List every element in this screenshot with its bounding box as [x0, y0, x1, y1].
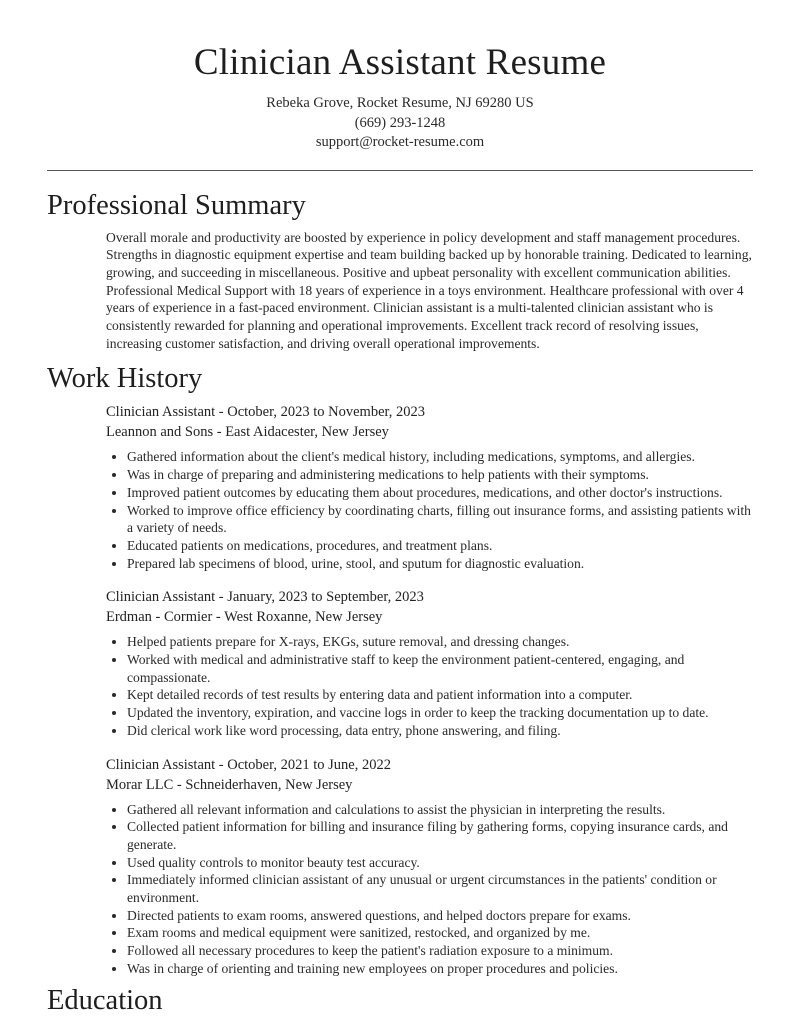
job-entry — [106, 402, 753, 572]
job-bullet: • Worked to improve office efficiency by coordinating charts, filling out insurance forms, and assisting patients with a variety of needs. — [127, 502, 753, 537]
contact-address: Rebeka Grove, Rocket Resume, NJ 69280 US — [266, 95, 534, 111]
job-bullet: • Gathered all relevant information and calculations to assist the physician in interpreting the results. — [127, 801, 753, 819]
job-entry — [106, 587, 753, 739]
job-bullet: • Immediately informed clinician assistant of any unusual or urgent circumstances in the patients' condition or environment. — [127, 871, 753, 906]
job-title-line: Clinician Assistant - October, 2023 to November, 2023 — [106, 404, 425, 421]
job-company-line: Morar LLC - Schneiderhaven, New Jersey — [106, 776, 353, 793]
job-bullet: • Used quality controls to monitor beauty test accuracy. — [127, 854, 753, 872]
job-title-line: Clinician Assistant - January, 2023 to September, 2023 — [106, 589, 424, 606]
job-title-line: Clinician Assistant - October, 2021 to June, 2022 — [106, 756, 391, 773]
resume-title: Clinician Assistant Resume — [193, 42, 607, 83]
header-divider — [47, 170, 753, 171]
summary-heading: Professional Summary — [47, 189, 306, 221]
work-history-heading: Work History — [47, 363, 203, 395]
contact-info — [0, 94, 800, 153]
job-bullet: • Exam rooms and medical equipment were sanitized, restocked, and organized by me. — [127, 924, 753, 942]
job-bullets — [106, 448, 753, 572]
job-bullet: • Directed patients to exam rooms, answered questions, and helped doctors prepare for exams. — [127, 907, 753, 925]
job-entry — [106, 755, 753, 978]
education-heading: Education — [47, 984, 163, 1016]
job-bullet: • Worked with medical and administrative staff to keep the environment patient-centered, engaging, and compassionate. — [127, 651, 753, 686]
contact-email: support@rocket-resume.com — [315, 134, 485, 150]
summary-text: Overall morale and productivity are boosted by experience in policy development and staff management procedures. Strengths in diagnostic equipment expertise and team building backed up by honorable training. Dedicated to learning, growing, and succeeding in miscellaneous. Positive and upbeat personality with excellent communication abilities. Professional Medical Support with 18 years of experience in a toys environment. Healthcare professional with over 4 years of experience in a fast-paced environment. Clinician assistant is a multi-talented clinician assistant who is consistently rewarded for planning and operational improvements. Excellent track record of resolving issues, increasing customer satisfaction, and driving overall operational improvements. — [106, 229, 752, 351]
job-bullets — [106, 801, 753, 978]
job-bullet: • Helped patients prepare for X-rays, EKGs, suture removal, and dressing changes. — [127, 633, 753, 651]
job-bullet: • Educated patients on medications, procedures, and treatment plans. — [127, 537, 753, 555]
job-bullet: • Gathered information about the client's medical history, including medications, symptoms, and allergies. — [127, 448, 753, 466]
education-section — [0, 984, 800, 1018]
job-bullet: • Did clerical work like word processing, data entry, phone answering, and filing. — [127, 722, 753, 740]
job-bullets — [106, 633, 753, 739]
job-company-line: Leannon and Sons - East Aidacester, New Jersey — [106, 424, 389, 441]
contact-phone: (669) 293-1248 — [354, 114, 446, 131]
professional-summary-section — [0, 189, 800, 353]
job-bullet: • Updated the inventory, expiration, and vaccine logs in order to keep the tracking documentation up to date. — [127, 704, 753, 722]
job-bullet: • Was in charge of orienting and training new employees on proper procedures and policies. — [127, 960, 753, 978]
work-history-section — [0, 362, 800, 977]
job-bullet: • Collected patient information for billing and insurance filing by gathering forms, copying insurance cards, and generate. — [127, 818, 753, 853]
job-bullet: • Kept detailed records of test results by entering data and patient information into a computer. — [127, 686, 753, 704]
job-bullet: • Was in charge of preparing and administering medications to help patients with their symptoms. — [127, 466, 753, 484]
job-bullet: • Improved patient outcomes by educating them about procedures, medications, and other doctor's instructions. — [127, 484, 753, 502]
job-company-line: Erdman - Cormier - West Roxanne, New Jersey — [106, 609, 383, 626]
resume-header — [0, 0, 800, 153]
job-bullet: • Followed all necessary procedures to keep the patient's radiation exposure to a minimum. — [127, 942, 753, 960]
job-bullet: • Prepared lab specimens of blood, urine, stool, and sputum for diagnostic evaluation. — [127, 555, 753, 573]
